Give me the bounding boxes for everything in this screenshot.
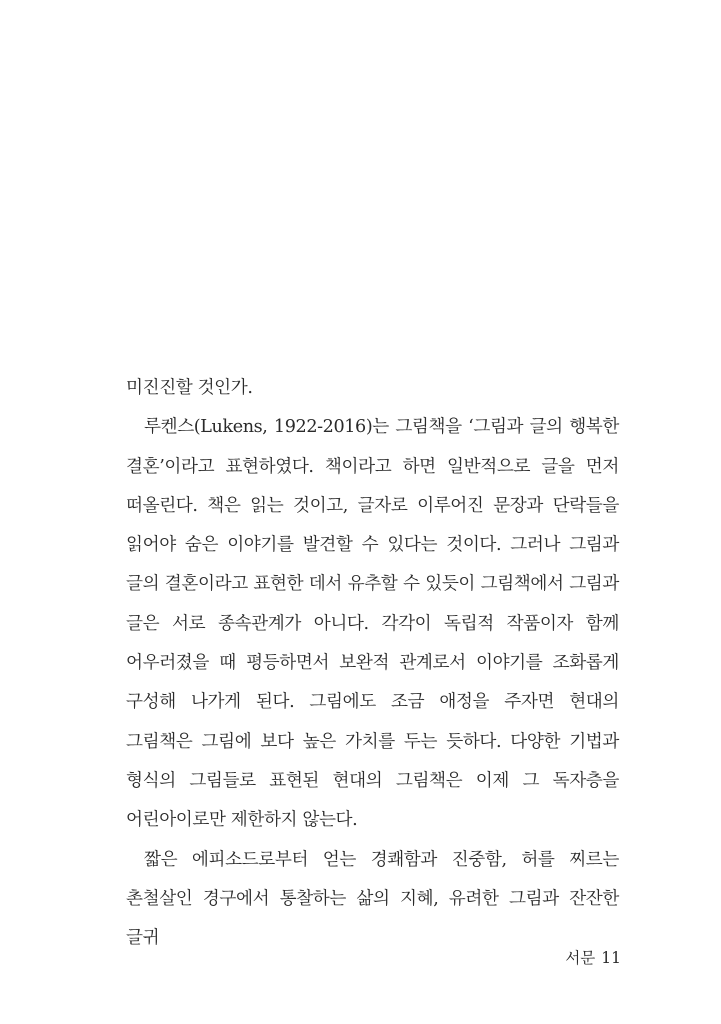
- footer-section-title: 서문: [565, 949, 596, 967]
- paragraph-continuation: 미진진할 것인가.: [126, 378, 253, 398]
- running-footer: [565, 946, 621, 968]
- paragraph-lukens: 루켄스(Lukens, 1922-2016)는 그림책을 ‘그림과 글의 행복한 결혼’이라고 표현하였다. 책이라고 하면 일반적으로 글을 먼저 떠올린다. 책은 읽는 것이고, 글자로 이루어진 문장과 단락들을 읽어야 숨은 이야기를 발견할 수 있다는 것이다. 그러나 그림과 글의 결혼이라고 표현한 데서 유추할 수 있듯이 그림책에서 그림과 글은 서로 종속관계가 아니다. 각각이 독립적 작품이자 함께 어우러졌을 때 평등하면서 보완적 관계로서 이야기를 조화롭게 구성해 나가게 된다. 그림에도 조금 애정을 주자면 현대의 그림책은 그림에 보다 높은 가치를 두는 듯하다. 다양한 기법과 형식의 그림들로 표현된 현대의 그림책은 이제 그 독자층을 어린아이로만 제한하지 않는다.: [126, 417, 619, 831]
- paragraph-episodes: 짧은 에피소드로부터 얻는 경쾌함과 진중함, 허를 찌르는 촌철살인 경구에서 통찰하는 삶의 지혜, 유려한 그림과 잔잔한 글귀: [126, 849, 619, 949]
- body-text: [126, 369, 619, 958]
- page-number: 11: [601, 949, 621, 967]
